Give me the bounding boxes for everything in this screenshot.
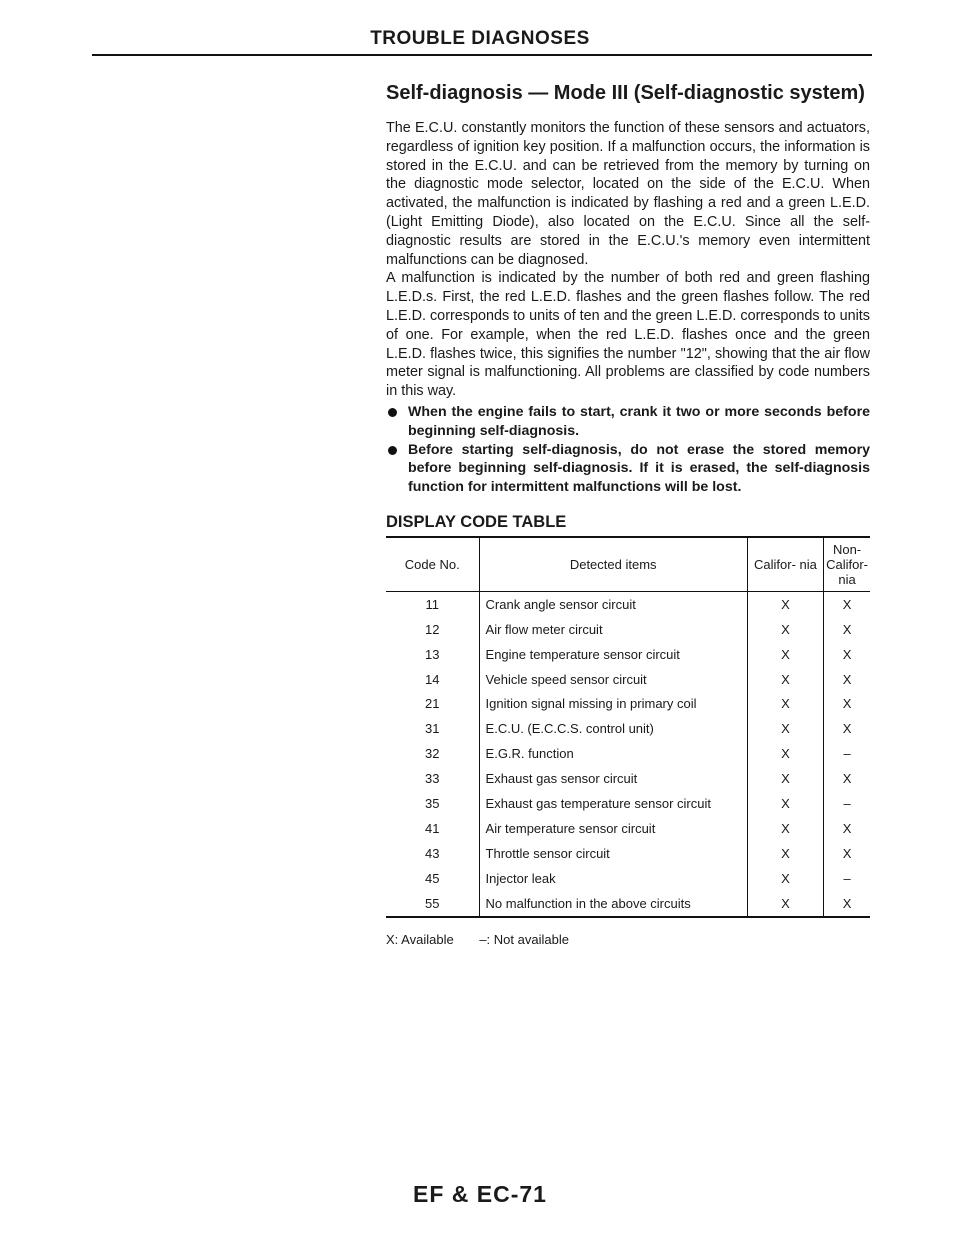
table-row xyxy=(386,866,870,891)
table-title: DISPLAY CODE TABLE xyxy=(386,512,567,531)
table-row xyxy=(386,791,870,816)
cell-item: No malfunction in the above circuits xyxy=(479,891,747,917)
cell-item: Air flow meter circuit xyxy=(479,617,747,642)
table-row xyxy=(386,667,870,692)
cell-california: X xyxy=(747,891,823,917)
cell-california: X xyxy=(747,766,823,791)
cell-item: Air temperature sensor circuit xyxy=(479,816,747,841)
cell-item: Exhaust gas temperature sensor circuit xyxy=(479,791,747,816)
table-row xyxy=(386,692,870,717)
header-item: Detected items xyxy=(479,537,747,592)
table-row xyxy=(386,642,870,667)
cell-item: Injector leak xyxy=(479,866,747,891)
cell-item: Exhaust gas sensor circuit xyxy=(479,766,747,791)
cell-non-california: X xyxy=(842,820,852,836)
cell-code: 41 xyxy=(386,816,479,841)
cell-item: E.G.R. function xyxy=(479,741,747,766)
cell-california: X xyxy=(747,667,823,692)
cell-code: 31 xyxy=(386,716,479,741)
main-content xyxy=(386,80,870,947)
cell-california: X xyxy=(747,816,823,841)
table-row xyxy=(386,591,870,616)
header-code: Code No. xyxy=(386,537,479,592)
cell-code: 55 xyxy=(386,891,479,917)
cell-non-california: X xyxy=(824,891,870,917)
cell-non-california: – xyxy=(843,796,851,811)
section-title: Self-diagnosis — Mode III (Self-diagnostic system) xyxy=(386,82,865,104)
warning-item: When the engine fails to start, crank it two or more seconds before beginning self-diagnosis. xyxy=(386,403,870,441)
cell-california: X xyxy=(747,692,823,717)
cell-item: Engine temperature sensor circuit xyxy=(479,642,747,667)
table-row xyxy=(386,891,870,917)
table-row xyxy=(386,741,870,766)
legend-not-available: –: Not available xyxy=(479,931,569,947)
cell-non-california: – xyxy=(843,746,851,762)
cell-code: 33 xyxy=(386,766,479,791)
table-header-row xyxy=(386,537,870,592)
table-row xyxy=(386,716,870,741)
section-body xyxy=(386,119,870,401)
cell-code: 35 xyxy=(386,791,479,816)
table-row xyxy=(386,816,870,841)
warning-list xyxy=(386,403,870,497)
cell-non-california: X xyxy=(842,771,852,787)
cell-california: X xyxy=(747,617,823,642)
cell-item: Throttle sensor circuit xyxy=(479,841,747,866)
paragraph: A malfunction is indicated by the number of both red and green flashing L.E.D.s. First, the red L.E.D. flashes and the green flashes follow. The red L.E.D. corresponds to units of ten and the green L.E.D. corresponds to units of one. For example, when the red L.E.D. flashes once and the green L.E.D. flashes twice, this signifies the number "12", showing that the air flow meter signal is malfunctioning. All problems are classified by code numbers in this way. xyxy=(386,270,870,400)
cell-code: 14 xyxy=(386,667,479,692)
cell-non-california: X xyxy=(842,845,852,861)
cell-california: X xyxy=(747,866,823,891)
cell-code: 13 xyxy=(386,642,479,667)
cell-california: X xyxy=(747,841,823,866)
cell-california: X xyxy=(747,741,823,766)
cell-item: Vehicle speed sensor circuit xyxy=(479,667,747,692)
cell-california: X xyxy=(747,591,823,616)
header-non-california: Non- Califor- nia xyxy=(824,537,870,592)
cell-non-california: X xyxy=(842,646,852,662)
cell-code: 11 xyxy=(386,591,479,616)
table-row xyxy=(386,841,870,866)
table-body xyxy=(386,591,870,916)
cell-code: 45 xyxy=(386,866,479,891)
cell-code: 32 xyxy=(386,741,479,766)
cell-code: 21 xyxy=(386,692,479,717)
table-row xyxy=(386,617,870,642)
cell-code: 12 xyxy=(386,617,479,642)
page-number: EF & EC-71 xyxy=(413,1181,547,1207)
warning-item: Before starting self-diagnosis, do not erase the stored memory before beginning self-diagnosis. If it is erased, the self-diagnosis function for intermittent malfunctions will be lost. xyxy=(386,441,870,497)
cell-item: Ignition signal missing in primary coil xyxy=(479,692,747,717)
cell-non-california: X xyxy=(842,696,852,712)
legend-available: X: Available xyxy=(386,931,454,947)
cell-non-california: X xyxy=(842,621,852,637)
cell-non-california: X xyxy=(842,721,852,737)
cell-code: 43 xyxy=(386,841,479,866)
cell-california: X xyxy=(747,642,823,667)
cell-non-california: X xyxy=(842,671,852,687)
cell-item: Crank angle sensor circuit xyxy=(479,591,747,616)
cell-non-california: X xyxy=(842,596,852,612)
paragraph: The E.C.U. constantly monitors the function of these sensors and actuators, regardless of ignition key position. If a malfunction occurs, the information is stored in the E.C.U. and can be retrieved from the memory by turning on the diagnostic mode selector, located on the side of the E.C.U. When activated, the malfunction is indicated by flashing a red and a green L.E.D. (Light Emitting Diode), also located on the E.C.U. Since all the self-diagnostic results are stored in the E.C.U.'s memory even intermittent malfunctions can be diagnosed. xyxy=(386,120,870,268)
table-legend xyxy=(386,932,870,947)
cell-non-california: – xyxy=(843,870,851,886)
display-code-table xyxy=(386,536,870,918)
header-rule xyxy=(92,54,872,56)
page-header: TROUBLE DIAGNOSES xyxy=(370,28,590,49)
header-california: Califor- nia xyxy=(747,537,823,592)
table-row xyxy=(386,766,870,791)
cell-item: E.C.U. (E.C.C.S. control unit) xyxy=(479,716,747,741)
cell-california: X xyxy=(747,716,823,741)
cell-california: X xyxy=(747,791,823,816)
